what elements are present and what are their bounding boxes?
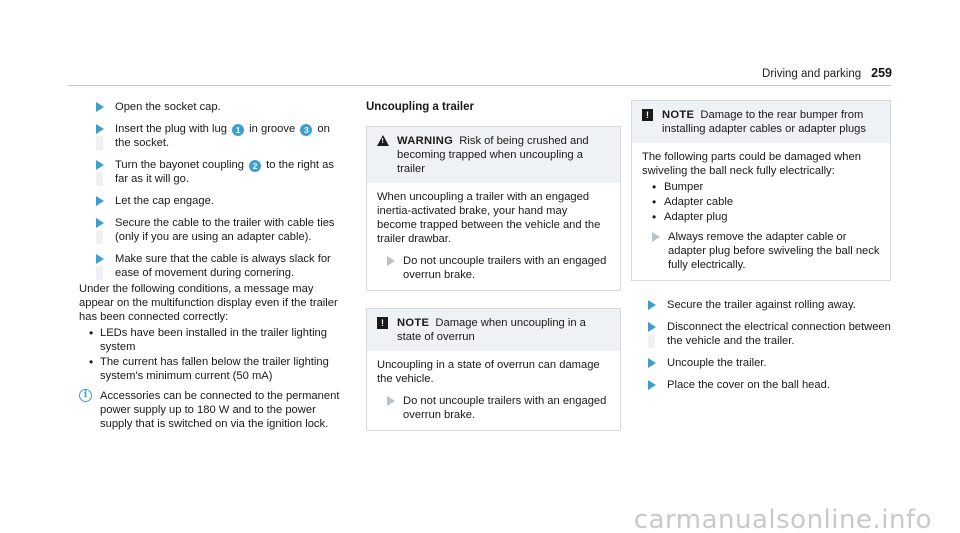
column-2 — [366, 100, 621, 448]
step-text: to the right as far as it will go. — [115, 159, 334, 185]
arrow-right-icon — [648, 300, 656, 310]
note-step — [642, 230, 880, 272]
note-keyword: NOTE — [397, 317, 430, 329]
note-text: Uncoupling in a state of overrun can damage the vehicle. — [377, 359, 600, 385]
info-text: Accessories can be connected to the permanent power supply up to 180 W and to the power supply that is switched on via the ignition lock. — [100, 390, 340, 430]
step-open-socket-cap — [79, 100, 347, 114]
section-title: Driving and parking — [762, 68, 862, 80]
arrow-right-icon — [96, 254, 104, 264]
step-text: Do not uncouple trailers with an engaged overrun brake. — [403, 395, 607, 421]
page-number: 259 — [871, 66, 892, 80]
note-header — [367, 309, 620, 351]
arrow-right-icon — [96, 102, 104, 112]
step-turn-bayonet — [79, 158, 347, 186]
info-note — [79, 389, 347, 431]
step-text: in groove — [249, 123, 296, 135]
list-item: • LEDs have been installed in the trailer lighting system — [79, 326, 347, 354]
note-text: The following parts could be damaged when swiveling the ball neck fully electrically: — [642, 151, 861, 177]
note-title: Damage to the rear bumper from installing adapter cables or adapter plugs — [662, 109, 866, 135]
note-box-overrun — [366, 308, 621, 431]
note-exclamation-icon: ! — [377, 317, 388, 329]
column-1 — [79, 100, 347, 431]
note-title: Damage when uncoupling in a state of overrun — [397, 317, 586, 343]
step-text: Uncouple the trailer. — [667, 357, 767, 369]
step-cable-slack — [79, 252, 347, 280]
note-header — [632, 101, 890, 143]
step-text: Turn the bayonet coupling — [115, 159, 244, 171]
arrow-right-icon — [96, 160, 104, 170]
arrow-right-icon — [652, 232, 660, 242]
note-step — [377, 394, 610, 422]
step-secure-trailer — [631, 298, 891, 312]
arrow-right-icon — [387, 256, 395, 266]
list-item: • Adapter cable — [642, 195, 880, 209]
step-text: Insert the plug with lug — [115, 123, 227, 135]
warning-box — [366, 126, 621, 291]
step-cap-engage — [79, 194, 347, 208]
arrow-right-icon — [648, 380, 656, 390]
page-header — [762, 66, 892, 81]
step-uncouple — [631, 356, 891, 370]
warning-keyword: WARNING — [397, 135, 454, 147]
step-text: Open the socket cap. — [115, 101, 221, 113]
list-item: • The current has fallen below the trailer lighting system's minimum current (50 mA) — [79, 355, 347, 383]
step-text: Place the cover on the ball head. — [667, 379, 830, 391]
step-secure-cable — [79, 216, 347, 244]
warning-title: Risk of being crushed and becoming trapped when uncoupling a trailer — [397, 135, 589, 175]
section-heading: Uncoupling a trailer — [366, 101, 474, 113]
arrow-right-icon — [96, 218, 104, 228]
arrow-right-icon — [648, 358, 656, 368]
callout-marker: 2 — [249, 160, 261, 172]
note-box-bumper — [631, 100, 891, 281]
arrow-right-icon — [96, 124, 104, 134]
step-text: Disconnect the electrical connection between the vehicle and the trailer. — [667, 321, 891, 347]
arrow-right-icon — [648, 322, 656, 332]
note-body — [632, 143, 890, 280]
arrow-right-icon — [96, 196, 104, 206]
note-body — [367, 351, 620, 430]
conditions-list — [79, 326, 347, 383]
parts-list — [642, 180, 880, 224]
step-text: Secure the cable to the trailer with cable ties (only if you are using an adapter cable). — [115, 217, 335, 243]
callout-marker: 1 — [232, 124, 244, 136]
step-text: Let the cap engage. — [115, 195, 214, 207]
warning-header — [367, 127, 620, 183]
warning-text: When uncoupling a trailer with an engaged inertia-activated brake, your hand may become trapped between the vehicle and the trailer drawbar. — [377, 191, 601, 245]
warning-step — [377, 254, 610, 282]
warning-body — [367, 183, 620, 290]
step-insert-plug — [79, 122, 347, 150]
arrow-right-icon — [387, 396, 395, 406]
note-exclamation-icon: ! — [642, 109, 653, 121]
warning-triangle-icon — [377, 135, 389, 146]
column-3 — [631, 100, 891, 400]
callout-marker: 3 — [300, 124, 312, 136]
note-keyword: NOTE — [662, 109, 695, 121]
info-icon: i — [79, 389, 92, 402]
step-text: Secure the trailer against rolling away. — [667, 299, 856, 311]
step-text: Make sure that the cable is always slack for ease of movement during cornering. — [115, 253, 331, 279]
step-text: Do not uncouple trailers with an engaged overrun brake. — [403, 255, 607, 281]
step-disconnect — [631, 320, 891, 348]
step-text: Always remove the adapter cable or adapter plug before swiveling the ball neck fully electrically. — [668, 231, 880, 271]
watermark: carmanualsonline.info — [633, 505, 932, 533]
list-item: • Bumper — [642, 180, 880, 194]
step-text: on the socket. — [115, 123, 330, 149]
conditions-paragraph: Under the following conditions, a message may appear on the multifunction display even if the trailer has been connected correctly: — [79, 283, 338, 323]
step-place-cover — [631, 378, 891, 392]
header-rule — [68, 85, 891, 86]
list-item: • Adapter plug — [642, 210, 880, 224]
